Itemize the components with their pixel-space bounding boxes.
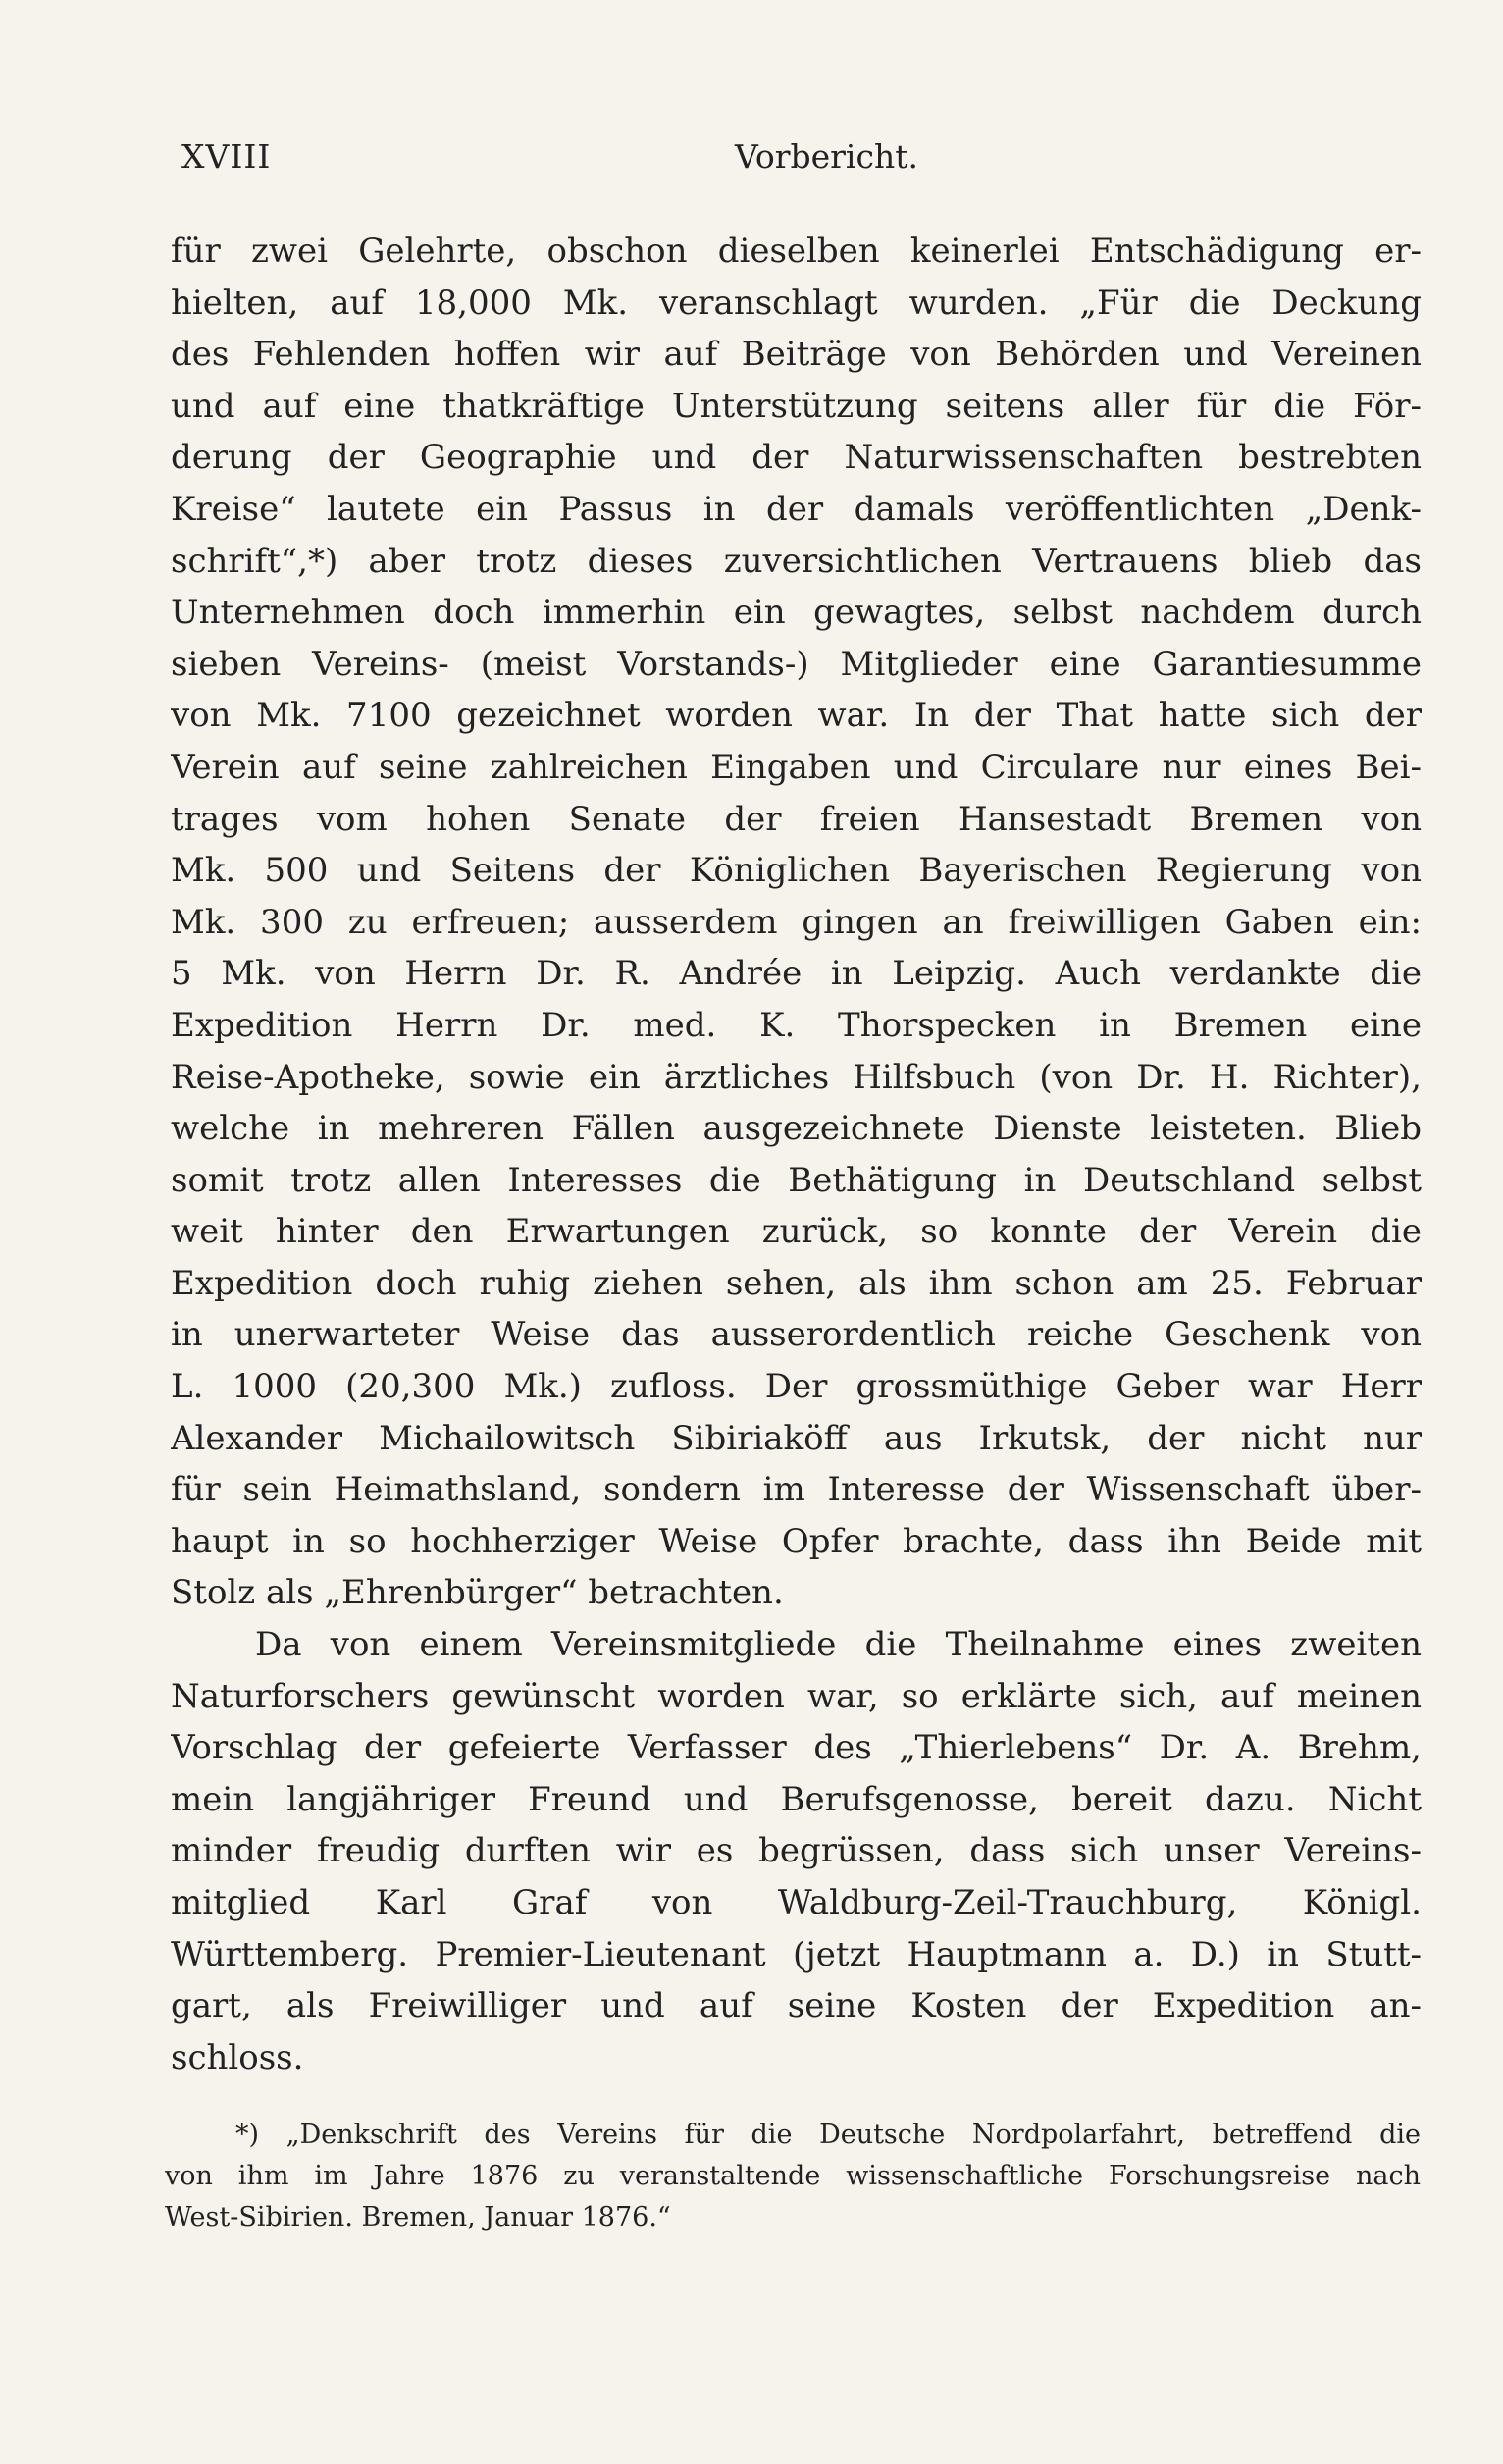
footnote-line: West-Sibirien. Bremen, Januar 1876.“ [165, 2202, 671, 2232]
text-line: in unerwarteter Weise das ausserordentlich reiche Geschenk von [171, 1315, 1422, 1355]
text-line: somit trotz allen Interesses die Bethätigung in Deutschland selbst [171, 1160, 1422, 1200]
text-line: mein langjähriger Freund und Berufsgenosse, bereit dazu. Nicht [171, 1779, 1422, 1819]
text-line: Alexander Michailowitsch Sibiriaköff aus Irkutsk, der nicht nur [171, 1418, 1422, 1458]
text-line: welche in mehreren Fällen ausgezeichnete Dienste leisteten. Blieb [171, 1109, 1422, 1149]
text-line: Württemberg. Premier-Lieutenant (jetzt Hauptmann a. D.) in Stutt- [171, 1934, 1422, 1974]
text-line: Naturforschers gewünscht worden war, so erklärte sich, auf meinen [171, 1676, 1422, 1716]
text-line: hielten, auf 18,000 Mk. veranschlagt wurden. „Für die Deckung [171, 283, 1422, 323]
text-line: und auf eine thatkräftige Unterstützung seitens aller für die För- [171, 386, 1422, 426]
footnote [165, 2115, 1421, 2238]
text-line: 5 Mk. von Herrn Dr. R. Andrée in Leipzig. Auch verdankte die [171, 954, 1422, 994]
text-line: trages vom hohen Senate der freien Hansestadt Bremen von [171, 799, 1422, 839]
text-line: Expedition doch ruhig ziehen sehen, als ihm schon am 25. Februar [171, 1263, 1422, 1303]
text-line: Expedition Herrn Dr. med. K. Thorspecken in Bremen eine [171, 1005, 1422, 1045]
text-line: weit hinter den Erwartungen zurück, so konnte der Verein die [171, 1212, 1422, 1252]
text-line: schrift“,*) aber trotz dieses zuversichtlichen Vertrauens blieb das [171, 541, 1422, 581]
paragraph-end-line: schloss. [171, 2037, 304, 2077]
text-line: Vorschlag der gefeierte Verfasser des „Thierlebens“ Dr. A. Brehm, [171, 1728, 1422, 1768]
text-line: für sein Heimathsland, sondern im Interesse der Wissenschaft über- [171, 1470, 1422, 1510]
paragraph-start-line: Da von einem Vereinsmitgliede die Theilnahme eines zweiten [255, 1625, 1422, 1665]
text-line: sieben Vereins- (meist Vorstands-) Mitglieder eine Garantiesumme [171, 644, 1422, 684]
text-line: minder freudig durften wir es begrüssen, dass sich unser Vereins- [171, 1831, 1422, 1871]
text-line: Reise-Apotheke, sowie ein ärztliches Hilfsbuch (von Dr. H. Richter), [171, 1057, 1422, 1097]
text-line: Mk. 500 und Seitens der Königlichen Bayerischen Regierung von [171, 851, 1422, 891]
text-line: Unternehmen doch immerhin ein gewagtes, selbst nachdem durch [171, 593, 1422, 633]
paragraph-end-line: Stolz als „Ehrenbürger“ betrachten. [171, 1573, 784, 1613]
page-number: XVIII [181, 137, 272, 176]
text-line: von Mk. 7100 gezeichnet worden war. In der That hatte sich der [171, 696, 1422, 736]
running-head: Vorbericht. [735, 137, 918, 176]
footnote-line: *) „Denkschrift des Vereins für die Deutsche Nordpolarfahrt, betreffend die [235, 2120, 1421, 2150]
text-line: Mk. 300 zu erfreuen; ausserdem gingen an freiwilligen Gaben ein: [171, 902, 1422, 942]
text-line: derung der Geographie und der Naturwissenschaften bestrebten [171, 438, 1422, 478]
text-line: des Fehlenden hoffen wir auf Beiträge von Behörden und Vereinen [171, 335, 1422, 375]
text-line: L. 1000 (20,300 Mk.) zufloss. Der grossmüthige Geber war Herr [171, 1367, 1422, 1407]
text-line: gart, als Freiwilliger und auf seine Kosten der Expedition an- [171, 1986, 1422, 2026]
text-line: haupt in so hochherziger Weise Opfer brachte, dass ihn Beide mit [171, 1521, 1422, 1561]
page-header [181, 137, 1423, 186]
body-text [171, 226, 1422, 2083]
footnote-line: von ihm im Jahre 1876 zu veranstaltende wissenschaftliche Forschungsreise nach [165, 2161, 1421, 2191]
text-line: Kreise“ lautete ein Passus in der damals veröffentlichten „Denk- [171, 489, 1422, 529]
text-line: mitglied Karl Graf von Waldburg-Zeil-Trauchburg, Königl. [171, 1883, 1422, 1922]
text-line: Verein auf seine zahlreichen Eingaben und Circulare nur eines Bei- [171, 747, 1422, 787]
text-line: für zwei Gelehrte, obschon dieselben keinerlei Entschädigung er- [171, 232, 1422, 271]
